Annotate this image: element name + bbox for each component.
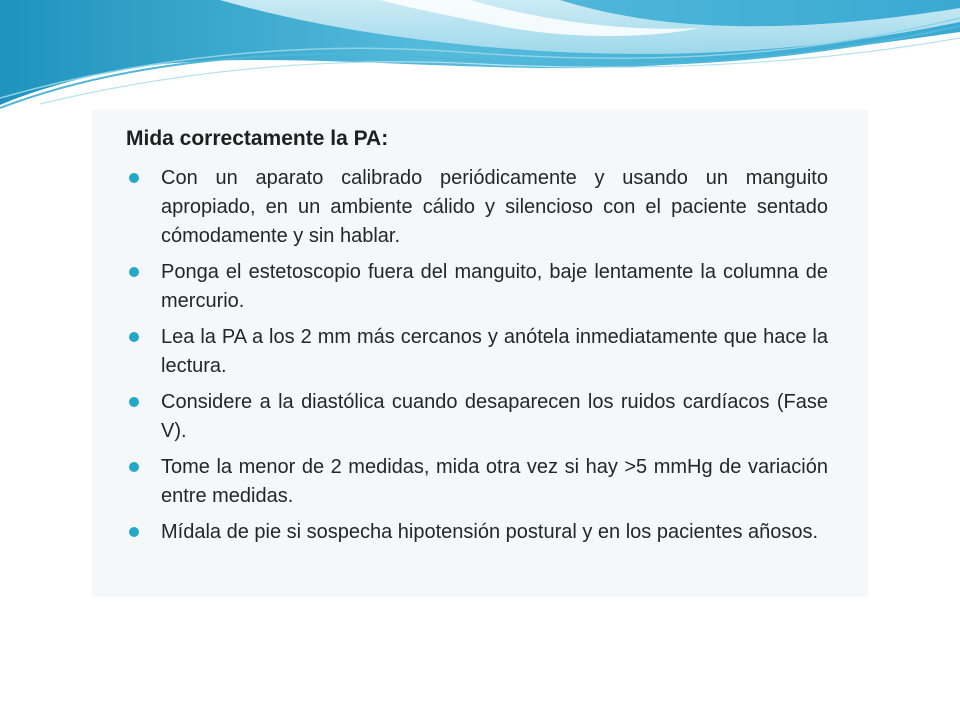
bullet-text: Ponga el estetoscopio fuera del manguito, baje lentamente la columna de mercurio. xyxy=(161,261,828,312)
bullet-text: Considere a la diastólica cuando desaparecen los ruidos cardíacos (Fase V). xyxy=(161,391,828,442)
bullet-item xyxy=(126,453,828,511)
bullet-text: Lea la PA a los 2 mm más cercanos y anótela inmediatamente que hace la lectura. xyxy=(161,326,828,377)
bullet-text: Tome la menor de 2 medidas, mida otra vez si hay >5 mmHg de variación entre medidas. xyxy=(161,456,828,507)
bullet-text: Mídala de pie si sospecha hipotensión postural y en los pacientes añosos. xyxy=(161,521,819,543)
bullet-item xyxy=(126,164,828,251)
bullet-item xyxy=(126,388,828,446)
bullet-list xyxy=(126,164,828,554)
bullet-text: Con un aparato calibrado periódicamente y usando un manguito apropiado, en un ambiente cálido y silencioso con el paciente sentado cómodamente y sin hablar. xyxy=(161,167,828,247)
bullet-item xyxy=(126,258,828,316)
bullet-dot-icon xyxy=(129,397,139,407)
bullet-dot-icon xyxy=(129,267,139,277)
slide-title: Mida correctamente la PA: xyxy=(126,127,389,150)
bullet-item xyxy=(126,323,828,381)
bullet-dot-icon xyxy=(129,527,139,537)
bullet-dot-icon xyxy=(129,332,139,342)
bullet-dot-icon xyxy=(129,173,139,183)
bullet-item xyxy=(126,518,828,547)
bullet-dot-icon xyxy=(129,462,139,472)
